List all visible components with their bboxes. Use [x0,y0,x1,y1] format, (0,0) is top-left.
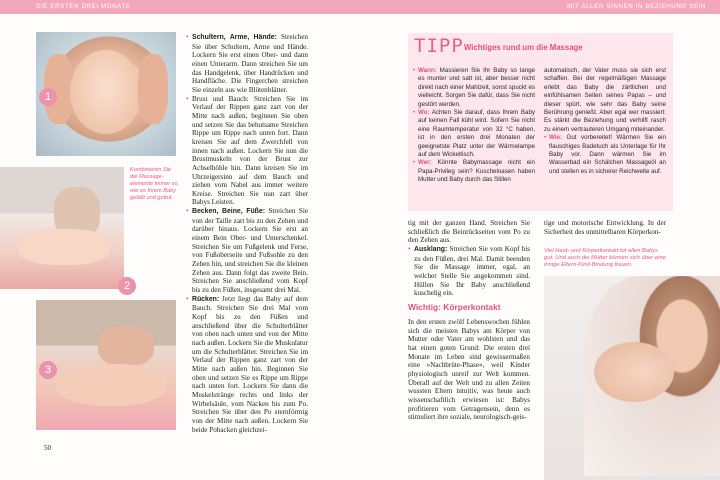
right-page [360,0,720,480]
photo-caption: Viel Haut- und Körperkontakt tut allen Babys gut. Und auch die Mütter können sich über eine innige Eltern-Kind-Bindung freuen. [544,248,666,269]
tip-item-how: • Wie: Gut vorbereitet! Wärmen Sie ein flauschiges Badetuch als Unterlage für Ihr Baby vor. Dann wärmen Sie im Wasserbad ein Schälchen Massageöl an und stellen es in sicherer Reichweite auf. [544,134,666,176]
continued-steps-column [408,219,530,298]
photo-caption: Kombinieren Sie die Massage-elemente immer so, wie es Ihrem Baby gefällt und guttut. [130,167,180,201]
section-heading: Wichtig: Körperkontakt [408,302,501,312]
page-number: 50 [44,444,51,452]
massage-step-legs: • Becken, Beine, Füße: Streichen Sie von der Taille zart bis zu den Zehen und darüber hinaus. Lockern Sie erst an einem Bein Ober- und Unterschenkel. Streichen Sie um Fußgelenk und Ferse, von Fußoberseite und Fußsohle zu den Zehen hin, und streichen Sie die kleinen Zehen aus. Dann folgt das zweite Bein. Streichen Sie anschließend vom Kopf bis zu den Füßen, insgesamt drei Mal. [186,207,308,295]
massage-steps-column [186,33,308,434]
massage-step-chest: • Brust und Bauch: Streichen Sie im Verlauf der Rippen ganz zart von der Mitte nach außen, beginnen Sie oben und setzen Sie das behutsame Streichen Rippe um Rippe nach unten fort. Dann kreisen Sie auf dem Zwerchfell von innen nach außen. Lockern Sie nun die Brustmuskeln von der Brust zur Achselhöhle hin. Dann kreisen Sie im Uhrzeigersinn auf dem Bauch und ziehen vom Nabel aus immer weitere Kreise. Streichen Sie nun zart über Babys Leisten. [186,95,308,208]
massage-step-back: • Rücken: Jetzt liegt das Baby auf dem Bauch. Streichen Sie drei Mal vom Kopf bis zu den Füßen und anschließend über die Schulterblätter von oben nach unten und von der Mitte nach außen. Lockern Sie die Muskulatur um die Schulterblätter. Streichen Sie im Verlauf der Rippen ganz zart von der Mitte nach außen hin. Beginnen Sie oben und setzen Sie es Rippe um Rippe nach unten fort. Lockern Sie dann die Muskelstränge rechts und links der Wirbelsäule, vom Nacken bis zum Po. Streichen Sie über den Po sternförmig von der Mitte nach außen. Lockern Sie beide Pobacken gleichzei- [186,295,308,435]
page-header-bar [360,0,720,14]
tip-column-1 [413,67,535,185]
photo-baby-face-massage [36,32,176,156]
tip-item-who-continued: automatisch, der Vater muss sie sich erst schaffen. Bei der regelmäßigen Massage erlebt das Baby die zärtlichen und einfühlsamen Seiten seines Papas – und dieser spürt, wie sehr das Baby seine Berührung genießt. Aber egal wer massiert: Es stärkt die Beziehung und verhilft rasch zu einem vertrauteren Umgang miteinander. [544,67,666,133]
tip-title: Wichtiges rund um die Massage [464,43,583,52]
step-badge-1: 1 [39,88,57,106]
step-badge-2: 2 [118,277,136,295]
tip-item-where: • Wo: Achten Sie darauf, dass Ihrem Baby auf keinen Fall kühl wird. Sofern Sie nicht eine Raumtemperatur von 32 °C haben, ist in den ersten drei Monaten der geeignetste Platz unter der Wärmelampe auf dem Wickeltisch. [413,109,535,159]
body-contact-continued: tige und motorische Entwicklung. In der Sicherheit des unmittelbaren Körperkon- [544,219,666,236]
massage-step-shoulders: • Schultern, Arme, Hände: Streichen Sie über Schultern, Arme und Hände. Lockern Sie erst einen Ober- und dann einen Unterarm. Dann streichen Sie um das Handgelenk, über Handrücken und Handfläche. Die Fingerchen streichen Sie einzeln aus wie Blütenblätter. [186,33,308,95]
section-body: In den ersten zwölf Lebenswochen fühlen sich die meisten Babys am Körper von Mutter oder Vater am wohlsten und das hat einen guten Grund: Die ersten drei Monate im Leben sind gewissermaßen eine »Nachbrüte-Phase«, weil Kinder physiologisch unreif zur Welt kommen. Überall auf der Welt und zu allen Zeiten wussten Eltern intuitiv, was heute auch wissenschaftlich erwiesen ist: Babys profitieren vom Getragensein, denn es stimuliert ihre soziale, neurologisch-geis- [408,318,530,422]
photo-mother-with-baby [544,276,720,480]
chapter-header: MIT ALLEN SINNEN IN BEZIEHUNG SEIN [567,3,706,10]
photo-baby-leg-massage [0,167,124,289]
tip-item-when: • Wann: Massieren Sie Ihr Baby so lange es munter und satt ist, aber besser nicht direkt nach einer Mahlzeit, sonst spuckt es vielleicht. Sorgen Sie dafür, dass Sie nicht gestört werden. [413,67,535,109]
chapter-header: DIE ERSTEN DREI MONATE [36,3,131,10]
tip-box [408,33,673,211]
step-badge-3: 3 [39,361,57,379]
tip-item-who: • Wer: Könnte Babymassage nicht ein Papa-Privileg sein? Kuscheloasen haben Mutter und Baby durch das Stillen [413,159,535,184]
tip-column-2 [544,67,666,176]
tip-label: TIPP [414,35,464,57]
photo-baby-back-massage [36,300,176,430]
page-header-bar [0,0,360,14]
back-step-continued: tig mit der ganzen Hand. Streichen Sie schließlich die Beinrückseiten vom Po zu den Zehen aus. [408,219,530,245]
massage-step-ending: • Ausklang: Streichen Sie vom Kopf bis zu den Füßen, drei Mal. Damit beenden Sie die Massage immer, egal, an welcher Stelle Sie angekommen sind. Hüllen Sie Ihr Baby anschließend kuschelig ein. [408,245,530,298]
